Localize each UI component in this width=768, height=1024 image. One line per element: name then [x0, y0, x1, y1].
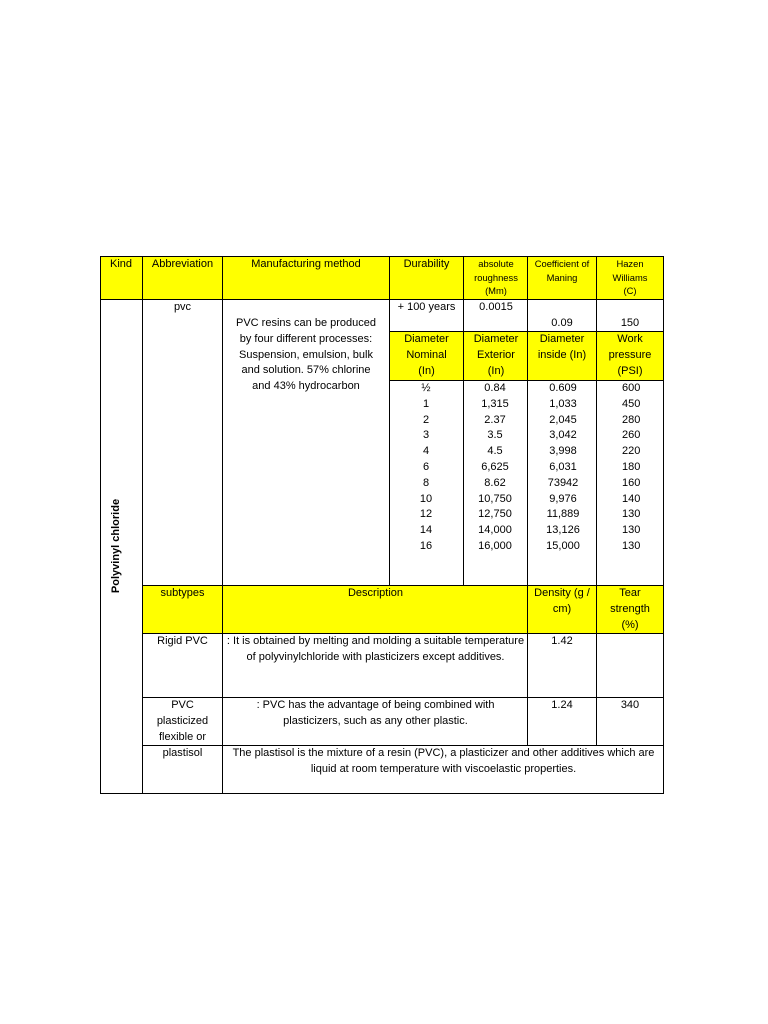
- diameter-inside-value: 1,033: [549, 397, 577, 410]
- diameter-exterior-value: 2.37: [484, 413, 506, 426]
- subtype-name: plastisol: [162, 747, 203, 759]
- header-tear-strength: Tear strength (%): [610, 587, 650, 631]
- diameter-inside-value: 11,889: [546, 508, 580, 521]
- grid-line: [142, 697, 664, 698]
- work-pressure-value: 450: [622, 397, 641, 410]
- diameter-inside-value: 3,998: [549, 445, 577, 458]
- subtype-name: PVC plasticized flexible or: [156, 699, 209, 743]
- diameter-nominal-value: 10: [419, 492, 433, 505]
- grid-line: [100, 299, 664, 300]
- durability-value: + 100 years: [397, 301, 456, 313]
- diameter-exterior-value: 1,315: [481, 397, 509, 410]
- diameter-exterior-value: 16,000: [478, 540, 512, 552]
- header-work-pressure: Work pressure (PSI): [608, 333, 652, 377]
- kind-label: Polyvinyl chloride: [110, 498, 122, 594]
- hazen-williams-value: 150: [620, 317, 640, 329]
- grid-line: [142, 256, 143, 794]
- work-pressure-value: 160: [622, 476, 641, 489]
- diameter-exterior-value: 6,625: [481, 461, 509, 473]
- manufacturing-method-text: PVC resins can be produced by four different processes: Suspension, emulsion, bulk and solution. 57% chlorine and 43% hydrocarbon: [235, 317, 377, 393]
- work-pressure-value: 130: [622, 540, 641, 552]
- grid-line: [596, 256, 597, 746]
- diameter-inside-value: 15,000: [546, 540, 580, 552]
- diameter-exterior-value: 10,750: [478, 492, 512, 505]
- header-coefficient-of-maning: Coefficient of Maning: [534, 258, 590, 283]
- grid-line: [142, 633, 664, 634]
- header-subtypes: subtypes: [160, 587, 205, 599]
- subtype-name: Rigid PVC: [157, 635, 208, 647]
- diameter-exterior-value: 8.62: [484, 476, 506, 489]
- diameter-inside-value: 0.609: [549, 382, 577, 394]
- work-pressure-value: 130: [622, 524, 641, 537]
- subtype-description: : It is obtained by melting and molding a suitable temperature of polyvinylchloride with plasticizers except additives.: [226, 635, 525, 663]
- subtype-density: 1.24: [551, 699, 573, 711]
- header-durability: Durability: [403, 258, 450, 270]
- work-pressure-value: 140: [622, 492, 641, 505]
- header-diameter-inside: Diameter inside (In): [537, 333, 587, 361]
- diameter-nominal-value: 8: [422, 476, 430, 489]
- subtype-description: : PVC has the advantage of being combined with plasticizers, such as any other plastic.: [256, 699, 495, 727]
- grid-line: [389, 256, 390, 586]
- header-density: Density (g / cm): [534, 587, 590, 615]
- grid-line: [463, 256, 464, 586]
- diameter-nominal-value: 16: [419, 540, 433, 552]
- absolute-roughness-value: 0.0015: [479, 301, 513, 313]
- subtype-tear-strength: 340: [620, 699, 640, 711]
- header-diameter-exterior: Diameter Exterior (In): [473, 333, 519, 377]
- grid-line: [222, 256, 223, 794]
- grid-line: [100, 256, 664, 257]
- grid-line: [100, 256, 101, 794]
- subtype-density: 1.42: [551, 635, 573, 647]
- header-abbreviation: Abbreviation: [151, 258, 214, 270]
- grid-line: [100, 793, 664, 794]
- grid-line: [527, 256, 528, 746]
- diameter-inside-value: 3,042: [549, 429, 577, 442]
- grid-line: [142, 745, 664, 746]
- work-pressure-value: 130: [622, 508, 641, 521]
- coefficient-of-maning-value: 0.09: [551, 317, 573, 329]
- work-pressure-value: 180: [622, 461, 641, 473]
- work-pressure-value: 260: [622, 429, 641, 442]
- diameter-exterior-value: 14,000: [478, 524, 512, 537]
- header-description: Description: [347, 587, 404, 599]
- diameter-inside-value: 6,031: [549, 461, 577, 473]
- diameter-nominal-value: 6: [422, 461, 430, 473]
- work-pressure-value: 220: [622, 445, 641, 458]
- diameter-exterior-value: 0.84: [484, 382, 506, 394]
- diameter-exterior-value: 4.5: [487, 445, 503, 458]
- grid-line: [663, 256, 664, 794]
- abbreviation-value: pvc: [173, 301, 192, 313]
- diameter-nominal-value: 3: [422, 429, 430, 442]
- header-absolute-roughness: absolute roughness (Mm): [474, 258, 518, 297]
- subtype-description: The plastisol is the mixture of a resin (PVC), a plasticizer and other additives which are liquid at room temperature with viscoelastic properties.: [232, 747, 655, 775]
- diameter-nominal-value: 12: [419, 508, 433, 521]
- diameter-inside-value: 13,126: [546, 524, 580, 537]
- diameter-nominal-value: 2: [422, 413, 430, 426]
- diameter-inside-value: 2,045: [549, 413, 577, 426]
- diameter-inside-value: 9,976: [549, 492, 577, 505]
- header-manufacturing-method: Manufacturing method: [251, 258, 361, 270]
- diameter-nominal-value: 1: [422, 397, 430, 410]
- diameter-nominal-value: ½: [421, 382, 431, 394]
- grid-line: [142, 585, 664, 586]
- diameter-nominal-value: 4: [422, 445, 430, 458]
- diameter-inside-value: 73942: [547, 476, 579, 489]
- header-diameter-nominal: Diameter Nominal (In): [404, 333, 449, 377]
- header-kind: Kind: [109, 258, 133, 270]
- diameter-exterior-value: 12,750: [478, 508, 512, 521]
- work-pressure-value: 600: [622, 382, 641, 394]
- work-pressure-value: 280: [622, 413, 641, 426]
- diameter-exterior-value: 3.5: [487, 429, 503, 442]
- diameter-nominal-value: 14: [419, 524, 433, 537]
- header-hazen-williams: Hazen Williams (C): [612, 258, 648, 297]
